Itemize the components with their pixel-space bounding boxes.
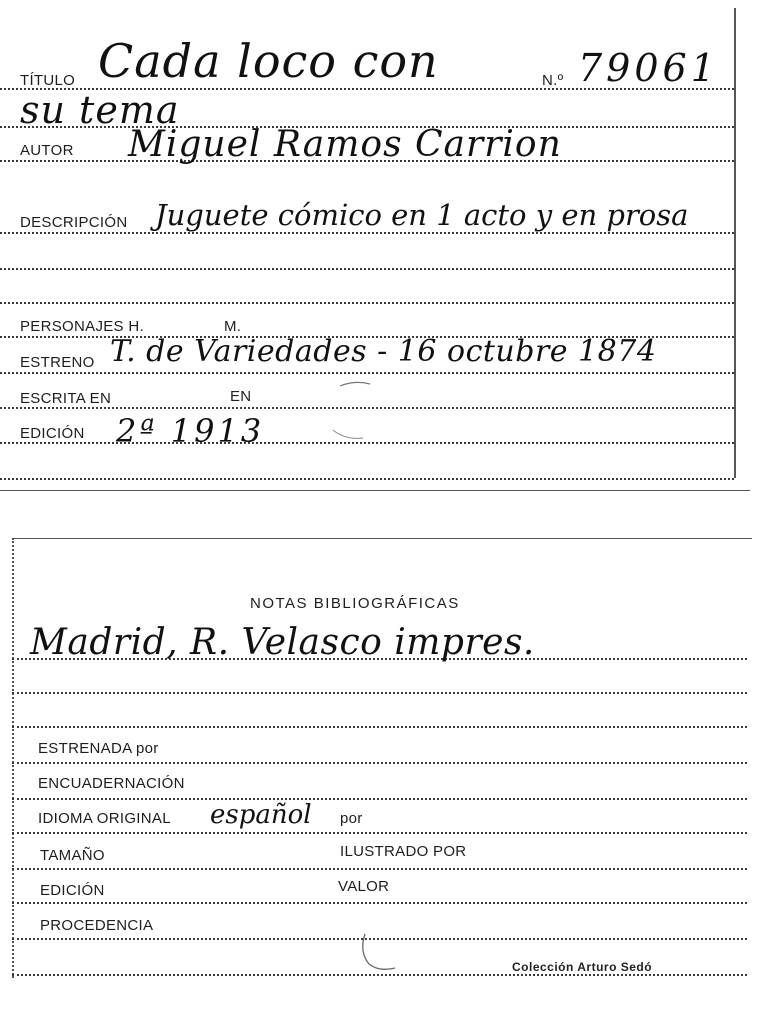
titulo-value-line2: su tema: [20, 88, 180, 132]
edicion-value: 2ª 1913: [116, 412, 265, 450]
collection-footer: Colección Arturo Sedó: [512, 960, 653, 974]
estreno-label: ESTRENO: [20, 354, 95, 371]
por-label: por: [340, 810, 363, 827]
ruled-line: [12, 832, 747, 834]
ruled-line: [12, 798, 747, 800]
ruled-line: [12, 902, 747, 904]
encuadernacion-label: ENCUADERNACIÓN: [38, 775, 185, 792]
ruled-line: [12, 726, 747, 728]
valor-label: VALOR: [338, 878, 390, 895]
personajes-m-label: M.: [224, 318, 242, 335]
tamano-label: TAMAÑO: [40, 847, 105, 864]
ruled-line: [0, 232, 734, 234]
autor-label: AUTOR: [20, 142, 74, 159]
ruled-line: [0, 268, 734, 270]
idioma-original-value: español: [210, 800, 312, 830]
titulo-label: TÍTULO: [20, 72, 76, 89]
ruled-line: [12, 868, 747, 870]
numero-label: N.º: [542, 72, 564, 89]
catalog-card-top: [0, 0, 759, 500]
personajes-label: PERSONAJES H.: [20, 318, 144, 335]
card-top-right-edge: [734, 8, 736, 478]
escrita-en2-label: EN: [230, 388, 252, 405]
edicion-label: EDICIÓN: [20, 425, 85, 442]
pencil-mark: [355, 930, 415, 980]
procedencia-label: PROCEDENCIA: [40, 917, 154, 934]
idioma-original-label: IDIOMA ORIGINAL: [38, 810, 171, 827]
numero-value: 79061: [578, 46, 719, 90]
escrita-en-label: ESCRITA EN: [20, 390, 112, 407]
card-bottom-top-edge: [12, 538, 752, 539]
descripcion-label: DESCRIPCIÓN: [20, 214, 128, 231]
titulo-value-line1: Cada loco con: [98, 34, 439, 88]
estrenada-por-label: ESTRENADA por: [38, 740, 159, 757]
ilustrado-por-label: ILUSTRADO POR: [340, 843, 467, 860]
ruled-line: [12, 692, 747, 694]
pencil-mark: [315, 378, 395, 448]
descripcion-value: Juguete cómico en 1 acto y en prosa: [155, 198, 689, 232]
catalog-card-bottom: [0, 530, 759, 1028]
edicion-label-bottom: EDICIÓN: [40, 882, 105, 899]
card-bottom-left-edge: [12, 538, 14, 978]
autor-value: Miguel Ramos Carrion: [128, 124, 562, 165]
estreno-value: T. de Variedades - 16 octubre 1874: [110, 334, 657, 369]
notas-value: Madrid, R. Velasco impres.: [30, 622, 535, 663]
ruled-line: [0, 478, 734, 480]
notas-heading: NOTAS BIBLIOGRÁFICAS: [250, 595, 460, 612]
ruled-line: [0, 372, 734, 374]
card-top-bottom-edge: [0, 490, 750, 491]
ruled-line: [12, 762, 747, 764]
ruled-line: [0, 302, 734, 304]
